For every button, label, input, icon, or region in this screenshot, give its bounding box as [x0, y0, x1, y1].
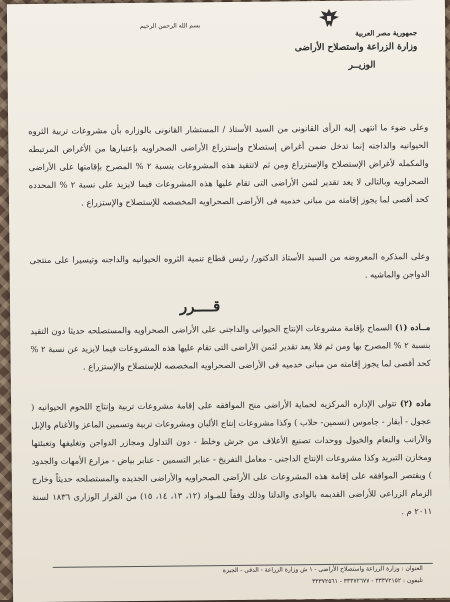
eagle-emblem-icon: [317, 7, 341, 29]
article-text: تتولى الإداره المركزيه لحماية الأراضى منح الموافقه على إقامة مشروعات تربية وإنتاج اللحوم الحيوانيه ( عجول - أبقار - جاموس (تسمين- حلاب ) وكذا مشروعات إنتاج الألبان ومشروعات تربية وتسمين الماعز والأغنام والإبل والأرانب والنعام والخيول ووحدات تصنيع الأعلاف من جرش وخلط - دون التداول ومجازر الدواجن وتغليفها وتعبئتها ومخازن التبريد وكذا مشروعات الإنتاج الداجنى - معامل التفريخ - عنابر التسمين - عنابر بياض - مزارع الأمهات والجدود ) ويقتصر الموافقه على إقامة هذه المشروعات على الأراضى الصحراويه والأراضى الجديده والمستصلحه حديثاً وخارج الزمام الزراعى للأراضى القديمه بالوادى والدلتا وذلك وفقاً للمـواد (١٢، ١٣، ١٤، ١٥) من القرار الوزارى ١٨٣٦ لسنة ٢٠١١ م .: [31, 398, 433, 517]
article-label: ماده (٢): [399, 397, 432, 409]
article-text: السماح بإقامة مشروعات الإنتاج الحيوانى والداجنى على الأراضى الصحراويه والمستصلحه حديثا دون التقيد بنسبة ٢ % المصرح بها ومن ثم فلا يعد تقدير لثمن الأراضى التى تقام عليها هذه المشروعات فيما لايزيد عن نسبة ٢ % كحد أقصى لما يجوز إقامته من مبانى خدميه فى الأراضى الصحراويه المخصصه للإستصلاح والإستزراع .: [30, 322, 431, 372]
document-page: [7, 0, 450, 602]
country-name: جمهورية مصر العربية: [355, 28, 418, 38]
bismillah-text: بسم الله الرحمن الرحيم: [139, 22, 201, 30]
decision-heading: قــــرر: [179, 297, 221, 316]
preamble-paragraph: وعلى ضوء ما انتهى إليه الرأى القانونى من السيد الأستاذ / المستشار القانونى بالوزاره بأن مشروعات تربية الثروه الحيوانيه والداجنه إنما تدخل ضمن أغراض إستصلاح وإستزراع الأراضى الصحراويه بإعتبارها من الأغراض المرتبطه والمكمله لأغراض الإستصلاح والإستزراع ومن ثم لاتتقيد هذه المشروعات بنسبة ٢ % المصرح بإقامتها على الأراضى الصحراويه وبالتالى لا يعد تقدير لثمن الأراضى التى تقام عليها هذه المشروعات فيما لايزيد على نسبة ٢ % المحدده كحد أقصى لما يجوز إقامته من مبانى خدميه فى الأراضى الصحراويه المخصصه للإستصلاح والإستزراع .: [28, 121, 429, 208]
preamble-paragraph: وعلى المذكره المعروضه من السيد الأستاذ الدكتور/ رئيس قطاع تنمية الثروه الحيوانيه والداجنه وتيسيرا على منتجى الدواجن والماشيه .: [29, 250, 430, 280]
article-label: مــاده (١): [394, 321, 431, 333]
minister-title: الوزيــر: [348, 60, 376, 71]
article-2: [31, 394, 432, 524]
article-1: [30, 318, 431, 376]
ministry-name: وزارة الزراعة واستصلاح الأراضى: [294, 42, 418, 54]
footer-phone: تليفون : ٣٣٣٧٢١٥٢ - ٣٣٣٧٢٦٧٧ - ٣٣٣٧٢٥٦١: [312, 576, 423, 586]
footer-address: العنوان : وزارة الزراعة واستصلاح الأراضى - ١ ش وزارة الزراعة - الدقى - الجيزة: [222, 564, 423, 575]
